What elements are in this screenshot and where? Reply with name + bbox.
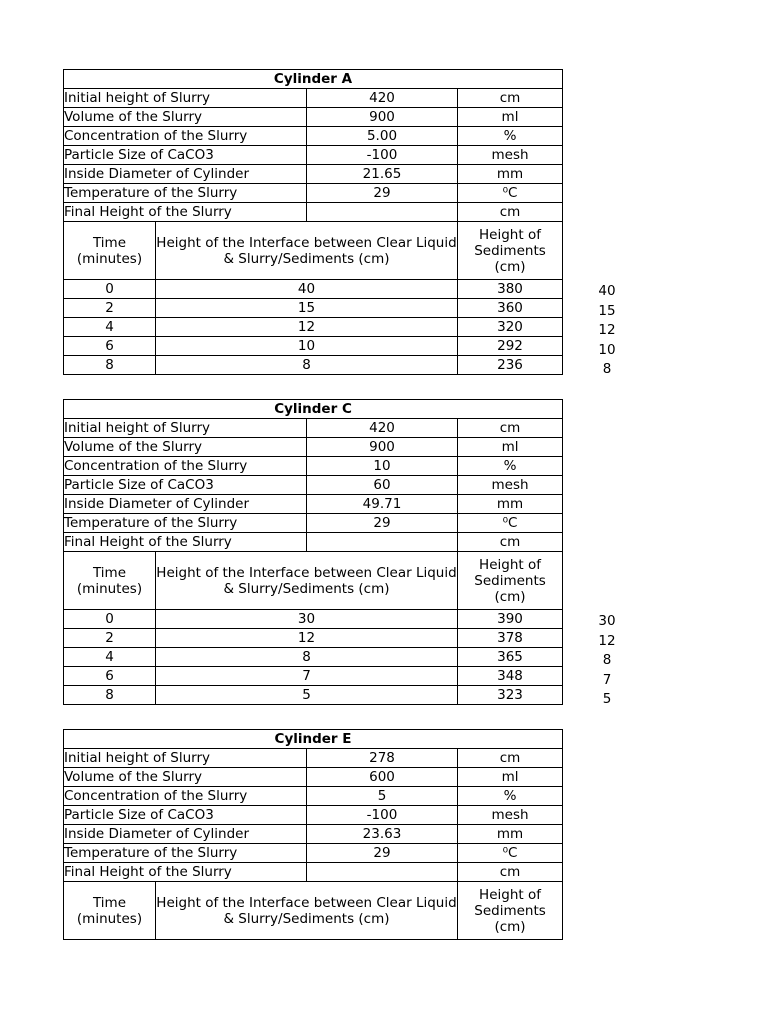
param-label: Initial height of Slurry: [64, 749, 307, 768]
param-value: 21.65: [307, 165, 458, 184]
measurement-header-row: [64, 882, 563, 940]
side-value: 8: [602, 652, 612, 668]
param-value: -100: [307, 146, 458, 165]
param-unit: mesh: [458, 806, 563, 825]
param-value: 60: [307, 476, 458, 495]
param-label: Volume of the Slurry: [64, 438, 307, 457]
param-value: 600: [307, 768, 458, 787]
interface-cell: 30: [156, 610, 458, 629]
param-unit: mesh: [458, 476, 563, 495]
interface-column-header: Height of the Interface between Clear Liquid & Slurry/Sediments (cm): [156, 552, 458, 610]
interface-cell: 8: [156, 356, 458, 375]
interface-cell: 8: [156, 648, 458, 667]
cylinder-a-table: [63, 69, 563, 375]
table-row: [64, 667, 563, 686]
time-column-header: Time (minutes): [64, 222, 156, 280]
sediments-cell: 323: [458, 686, 563, 705]
param-value: 10: [307, 457, 458, 476]
sediments-column-header: Height of Sediments (cm): [458, 222, 563, 280]
param-label: Inside Diameter of Cylinder: [64, 825, 307, 844]
param-label: Final Height of the Slurry: [64, 863, 307, 882]
sediments-cell: 365: [458, 648, 563, 667]
param-unit: ⁰C: [458, 844, 563, 863]
param-unit: cm: [458, 419, 563, 438]
param-label: Initial height of Slurry: [64, 89, 307, 108]
side-value: 8: [602, 361, 612, 377]
time-column-header: Time (minutes): [64, 552, 156, 610]
temperature-row: [64, 184, 563, 203]
interface-cell: 12: [156, 318, 458, 337]
param-value: 420: [307, 419, 458, 438]
time-cell: 6: [64, 667, 156, 686]
table-row: [64, 648, 563, 667]
param-unit: mm: [458, 825, 563, 844]
sediments-column-header: Height of Sediments (cm): [458, 552, 563, 610]
param-label: Particle Size of CaCO3: [64, 806, 307, 825]
param-label: Final Height of the Slurry: [64, 203, 307, 222]
time-cell: 2: [64, 299, 156, 318]
param-unit: %: [458, 127, 563, 146]
param-label: Concentration of the Slurry: [64, 127, 307, 146]
time-cell: 4: [64, 648, 156, 667]
side-value: 40: [598, 283, 616, 299]
param-unit: cm: [458, 203, 563, 222]
param-unit: %: [458, 787, 563, 806]
param-label: Concentration of the Slurry: [64, 457, 307, 476]
inside-diameter-row: [64, 825, 563, 844]
param-label: Final Height of the Slurry: [64, 533, 307, 552]
sediments-column-header: Height of Sediments (cm): [458, 882, 563, 940]
param-value: 29: [307, 184, 458, 203]
cylinder-c-block: [63, 399, 562, 705]
side-value: 12: [598, 632, 616, 649]
param-value: 5: [307, 787, 458, 806]
cylinder-e-title: Cylinder E: [64, 730, 563, 749]
side-value: 12: [598, 322, 616, 338]
table-row: [64, 280, 563, 299]
time-cell: 8: [64, 686, 156, 705]
param-value: [307, 203, 458, 222]
side-value: 30: [598, 613, 616, 629]
param-label: Volume of the Slurry: [64, 108, 307, 127]
param-value: 29: [307, 514, 458, 533]
particle-size-row: [64, 476, 563, 495]
table-row: [64, 629, 563, 648]
cylinder-e-table: [63, 729, 563, 940]
param-unit: ml: [458, 768, 563, 787]
cylinder-c-side-values: [562, 612, 652, 710]
param-label: Volume of the Slurry: [64, 768, 307, 787]
time-cell: 6: [64, 337, 156, 356]
side-value: 7: [602, 671, 612, 688]
particle-size-row: [64, 146, 563, 165]
particle-size-row: [64, 806, 563, 825]
param-value: 900: [307, 438, 458, 457]
param-label: Particle Size of CaCO3: [64, 146, 307, 165]
param-value: [307, 863, 458, 882]
side-value: 5: [602, 691, 612, 707]
table-row: [64, 337, 563, 356]
final-height-row: [64, 863, 563, 882]
concentration-row: [64, 787, 563, 806]
initial-height-row: [64, 89, 563, 108]
cylinder-c-title: Cylinder C: [64, 400, 563, 419]
param-label: Inside Diameter of Cylinder: [64, 495, 307, 514]
param-label: Inside Diameter of Cylinder: [64, 165, 307, 184]
param-value: 420: [307, 89, 458, 108]
param-unit: %: [458, 457, 563, 476]
param-value: 278: [307, 749, 458, 768]
sediments-cell: 292: [458, 337, 563, 356]
time-cell: 2: [64, 629, 156, 648]
time-cell: 0: [64, 610, 156, 629]
side-value: 15: [598, 302, 616, 319]
param-label: Particle Size of CaCO3: [64, 476, 307, 495]
table-row: [64, 610, 563, 629]
param-value: [307, 533, 458, 552]
param-value: 900: [307, 108, 458, 127]
volume-row: [64, 768, 563, 787]
inside-diameter-row: [64, 165, 563, 184]
param-value: 49.71: [307, 495, 458, 514]
concentration-row: [64, 127, 563, 146]
final-height-row: [64, 533, 563, 552]
param-unit: cm: [458, 533, 563, 552]
param-label: Concentration of the Slurry: [64, 787, 307, 806]
interface-cell: 5: [156, 686, 458, 705]
table-row: [64, 318, 563, 337]
param-value: 5.00: [307, 127, 458, 146]
param-value: 29: [307, 844, 458, 863]
param-unit: mm: [458, 495, 563, 514]
param-unit: ml: [458, 108, 563, 127]
cylinder-e-block: [63, 729, 562, 940]
param-value: -100: [307, 806, 458, 825]
table-row: [64, 299, 563, 318]
param-label: Temperature of the Slurry: [64, 514, 307, 533]
sediments-cell: 360: [458, 299, 563, 318]
param-unit: mesh: [458, 146, 563, 165]
interface-cell: 15: [156, 299, 458, 318]
interface-column-header: Height of the Interface between Clear Liquid & Slurry/Sediments (cm): [156, 222, 458, 280]
param-label: Temperature of the Slurry: [64, 844, 307, 863]
initial-height-row: [64, 749, 563, 768]
param-unit: cm: [458, 749, 563, 768]
sediments-cell: 236: [458, 356, 563, 375]
measurement-header-row: [64, 552, 563, 610]
time-cell: 4: [64, 318, 156, 337]
interface-cell: 10: [156, 337, 458, 356]
interface-column-header: Height of the Interface between Clear Liquid & Slurry/Sediments (cm): [156, 882, 458, 940]
concentration-row: [64, 457, 563, 476]
param-unit: ml: [458, 438, 563, 457]
table-row: [64, 686, 563, 705]
cylinder-a-side-values: [562, 282, 652, 380]
time-column-header: Time (minutes): [64, 882, 156, 940]
param-unit: ⁰C: [458, 184, 563, 203]
param-value: 23.63: [307, 825, 458, 844]
temperature-row: [64, 514, 563, 533]
initial-height-row: [64, 419, 563, 438]
param-unit: mm: [458, 165, 563, 184]
side-value: 10: [598, 341, 616, 358]
measurement-header-row: [64, 222, 563, 280]
table-row: [64, 356, 563, 375]
sediments-cell: 320: [458, 318, 563, 337]
sediments-cell: 380: [458, 280, 563, 299]
param-label: Temperature of the Slurry: [64, 184, 307, 203]
volume-row: [64, 438, 563, 457]
temperature-row: [64, 844, 563, 863]
interface-cell: 12: [156, 629, 458, 648]
volume-row: [64, 108, 563, 127]
param-unit: cm: [458, 863, 563, 882]
sediments-cell: 378: [458, 629, 563, 648]
interface-cell: 7: [156, 667, 458, 686]
param-unit: cm: [458, 89, 563, 108]
sediments-cell: 390: [458, 610, 563, 629]
cylinder-a-block: [63, 69, 562, 375]
param-unit: ⁰C: [458, 514, 563, 533]
inside-diameter-row: [64, 495, 563, 514]
cylinder-c-table: [63, 399, 563, 705]
final-height-row: [64, 203, 563, 222]
time-cell: 0: [64, 280, 156, 299]
cylinder-a-title: Cylinder A: [64, 70, 563, 89]
param-label: Initial height of Slurry: [64, 419, 307, 438]
time-cell: 8: [64, 356, 156, 375]
sediments-cell: 348: [458, 667, 563, 686]
interface-cell: 40: [156, 280, 458, 299]
